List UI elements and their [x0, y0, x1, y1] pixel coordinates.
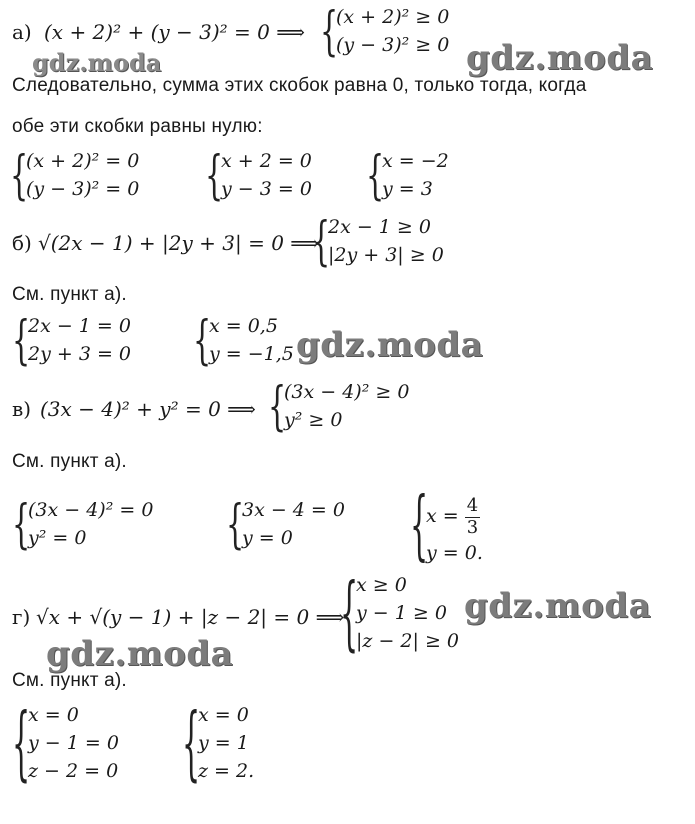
part-b-system-1 — [12, 311, 182, 371]
watermark: gdz.moda — [464, 586, 652, 626]
system-line: y² = 0 — [28, 527, 87, 549]
brace-icon: { — [226, 495, 245, 555]
system-line: (x + 2)² ≥ 0 — [336, 6, 450, 28]
brace-icon: { — [366, 146, 385, 206]
system-line: y = 1 — [198, 732, 249, 754]
part-b-label: б) — [12, 231, 32, 255]
system-line: x ≥ 0 — [356, 574, 407, 596]
system-line: y = 0. — [426, 542, 483, 564]
fraction-denominator: 3 — [466, 516, 479, 538]
system-line: (3x − 4)² = 0 — [28, 499, 154, 521]
watermark: gdz.moda — [32, 48, 162, 77]
brace-icon: { — [268, 377, 287, 437]
explanation-text: Следовательно, сумма этих скобок равна 0, только тогда, когда — [12, 75, 587, 96]
see-reference: См. пункт а). — [12, 670, 127, 691]
system-line: |2y + 3| ≥ 0 — [328, 244, 444, 266]
system-line: (x + 2)² = 0 — [26, 150, 140, 172]
system-line: z − 2 = 0 — [28, 760, 119, 782]
system-line: 2x − 1 = 0 — [28, 315, 131, 337]
system-line: 3x − 4 = 0 — [242, 499, 345, 521]
system-line: |z − 2| ≥ 0 — [356, 630, 459, 652]
system-line: y − 1 = 0 — [28, 732, 119, 754]
part-a-equation: (x + 2)² + (y − 3)² = 0 ⟹ — [44, 20, 305, 44]
system-line: y = 0 — [242, 527, 293, 549]
part-a-system-3 — [366, 146, 486, 206]
part-g-system-2 — [182, 697, 292, 791]
system-line: x = 0,5 — [209, 315, 278, 337]
part-g-label: г) — [12, 605, 31, 629]
brace-icon: { — [340, 567, 359, 661]
part-v-system-1 — [12, 495, 192, 555]
part-v-label: в) — [12, 397, 32, 421]
part-v-system-3 — [410, 482, 520, 570]
fraction-numerator: 4 — [466, 495, 479, 516]
watermark: gdz.moda — [46, 634, 234, 674]
part-a-system-2 — [205, 146, 355, 206]
brace-icon: { — [193, 311, 212, 371]
system-line: y² ≥ 0 — [284, 409, 343, 431]
part-a-label: а) — [12, 20, 32, 44]
fraction — [465, 496, 480, 538]
system-line: (y − 3)² = 0 — [26, 178, 140, 200]
part-b-equation: √(2x − 1) + |2y + 3| = 0 ⟹ — [38, 231, 319, 255]
system-line: (y − 3)² ≥ 0 — [336, 34, 450, 56]
system-line: y = −1,5 — [209, 343, 294, 365]
system-line: y − 3 = 0 — [221, 178, 312, 200]
brace-icon: { — [312, 212, 331, 272]
brace-icon: { — [182, 697, 201, 791]
see-reference: См. пункт а). — [12, 451, 127, 472]
system-line: y = 3 — [382, 178, 433, 200]
system-line: (3x − 4)² ≥ 0 — [284, 381, 410, 403]
system-line: x + 2 = 0 — [221, 150, 312, 172]
system-line: x = −2 — [382, 150, 449, 172]
brace-icon: { — [12, 311, 31, 371]
see-reference: См. пункт а). — [12, 284, 127, 305]
watermark: gdz.moda — [466, 38, 654, 78]
brace-icon: { — [12, 495, 31, 555]
x-equals: x = — [426, 505, 459, 528]
watermark: gdz.moda — [296, 325, 484, 365]
part-g-system-1 — [12, 697, 162, 791]
part-v-equation: (3x − 4)² + y² = 0 ⟹ — [40, 397, 256, 421]
brace-icon: { — [12, 697, 31, 791]
explanation-text: обе эти скобки равны нулю: — [12, 116, 263, 137]
system-line: x = 0 — [198, 704, 249, 726]
system-line: 2y + 3 = 0 — [28, 343, 131, 365]
system-line: x = 0 — [28, 704, 79, 726]
part-g-condition-system — [340, 567, 480, 661]
part-v-condition-system — [268, 377, 438, 437]
part-g-equation: √x + √(y − 1) + |z − 2| = 0 ⟹ — [36, 605, 345, 629]
system-line: 2x − 1 ≥ 0 — [328, 216, 431, 238]
brace-icon: { — [205, 146, 224, 206]
brace-icon: { — [410, 482, 429, 570]
part-a-condition-system — [320, 2, 480, 62]
brace-icon: { — [10, 146, 29, 206]
system-line: y − 1 ≥ 0 — [356, 602, 447, 624]
brace-icon: { — [320, 2, 339, 62]
system-line: z = 2. — [198, 760, 255, 782]
system-line — [426, 496, 480, 538]
part-v-system-2 — [226, 495, 376, 555]
part-a-system-1 — [10, 146, 180, 206]
part-b-condition-system — [312, 212, 472, 272]
